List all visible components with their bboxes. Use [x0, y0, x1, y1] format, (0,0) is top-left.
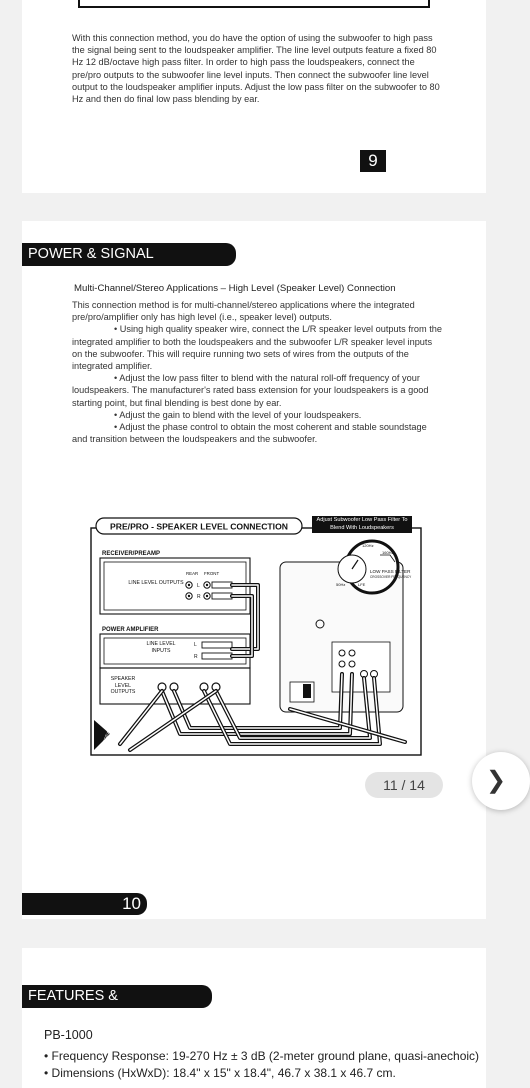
svg-text:120Hz: 120Hz: [362, 543, 374, 548]
paragraph-high-pass: With this connection method, you do have the option of using the subwoofer to high pass the signal being sent to the loudspeaker amplifier. The line level outputs feature a fixed 80 Hz 12 dB/octave high pass filter. In order to high pass the loudspeakers, connect the pre/pro outputs to the subwoofer line level inputs. Then connect the subwoofer line level output to the loudspeaker amplifier inputs. Adjust the low pass filter on the subwoofer to 80 Hz and then do final low pass blending by ear.: [72, 33, 440, 105]
svg-text:TO SPEAKERS: TO SPEAKERS: [99, 718, 117, 751]
speaker-level-outputs-label: SPEAKER LEVEL OUTPUTS: [110, 676, 136, 695]
svg-text:FRONT: FRONT: [204, 571, 220, 576]
power-amp-label: POWER AMPLIFIER: [102, 627, 159, 633]
svg-text:CROSSOVER FREQUENCY: CROSSOVER FREQUENCY: [370, 575, 412, 579]
svg-text:REAR: REAR: [186, 571, 199, 576]
chevron-right-icon: ❯: [486, 767, 507, 794]
diagram-title: PRE/PRO - SPEAKER LEVEL CONNECTION: [110, 521, 288, 532]
svg-text:R: R: [194, 654, 198, 660]
section-title: FEATURES & SPECIFICATIONS: [22, 985, 212, 1008]
page-frame-edge: [78, 0, 430, 8]
model-name: PB-1000: [44, 1028, 93, 1042]
document-page-11: [22, 948, 486, 1088]
receiver-label: RECEIVER/PREAMP: [102, 551, 161, 557]
intro-paragraph: This connection method is for multi-channel/stereo applications where the integrated pre/pro/amplifier only has high level (i.e., speaker level) outputs.: [72, 300, 415, 323]
svg-text:50Hz: 50Hz: [336, 582, 346, 587]
document-page-10: [22, 221, 486, 919]
svg-text:L: L: [197, 583, 200, 589]
line-level-inputs-label: LINE LEVEL INPUTS: [146, 641, 176, 654]
svg-text:L: L: [194, 642, 197, 648]
line-level-outputs-label: LINE LEVEL OUTPUTS: [128, 580, 184, 586]
bullet-item: • Adjust the phase control to obtain the most coherent and stable soundstage and transition between the loudspeakers and the subwoofer.: [72, 422, 427, 445]
lpf-label: LOW PASS FILTER: [370, 569, 411, 574]
document-page-9: [22, 0, 486, 193]
section-subtitle: Multi-Channel/Stereo Applications – High Level (Speaker Level) Connection: [74, 283, 396, 294]
svg-text:R: R: [197, 594, 201, 600]
bullet-item: • Adjust the low pass filter to blend with the natural roll-off frequency of your loudspeakers. The manufacturer's rated bass extension for your loudspeakers is a good starting point, but final blending is best done by ear.: [72, 373, 429, 408]
spec-list: [44, 1048, 480, 1081]
bullet-item: • Using high quality speaker wire, connect the L/R speaker level outputs from the integrated amplifier to both the loudspeakers and the subwoofer L/R speaker level inputs on the subwoofer. This will require running two sets of wires from the outputs of the integrated amplifier.: [72, 324, 443, 372]
spec-item: • Dimensions (HxWxD): 18.4" x 15" x 18.4", 46.7 x 38.1 x 46.7 cm.: [44, 1065, 396, 1080]
callout-text: Adjust Subwoofer Low Pass Filter To Blend With Loudspeakers: [316, 517, 408, 531]
svg-text:160Hz: 160Hz: [382, 550, 394, 555]
page-indicator: 11 / 14: [365, 772, 443, 798]
bullet-item: • Adjust the gain to blend with the level of your loudspeakers.: [114, 409, 362, 420]
page-number: 10: [22, 893, 147, 915]
next-page-button[interactable]: [472, 752, 530, 810]
svg-text:LFE: LFE: [358, 582, 366, 587]
section-body: [72, 299, 442, 445]
spec-item: • Frequency Response: 19-270 Hz ± 3 dB (2-meter ground plane, quasi-anechoic): [44, 1049, 480, 1063]
connection-diagram: [90, 514, 422, 756]
section-title: POWER & SIGNAL CONNECTIONS: [22, 243, 236, 266]
page-number: 9: [360, 150, 386, 172]
